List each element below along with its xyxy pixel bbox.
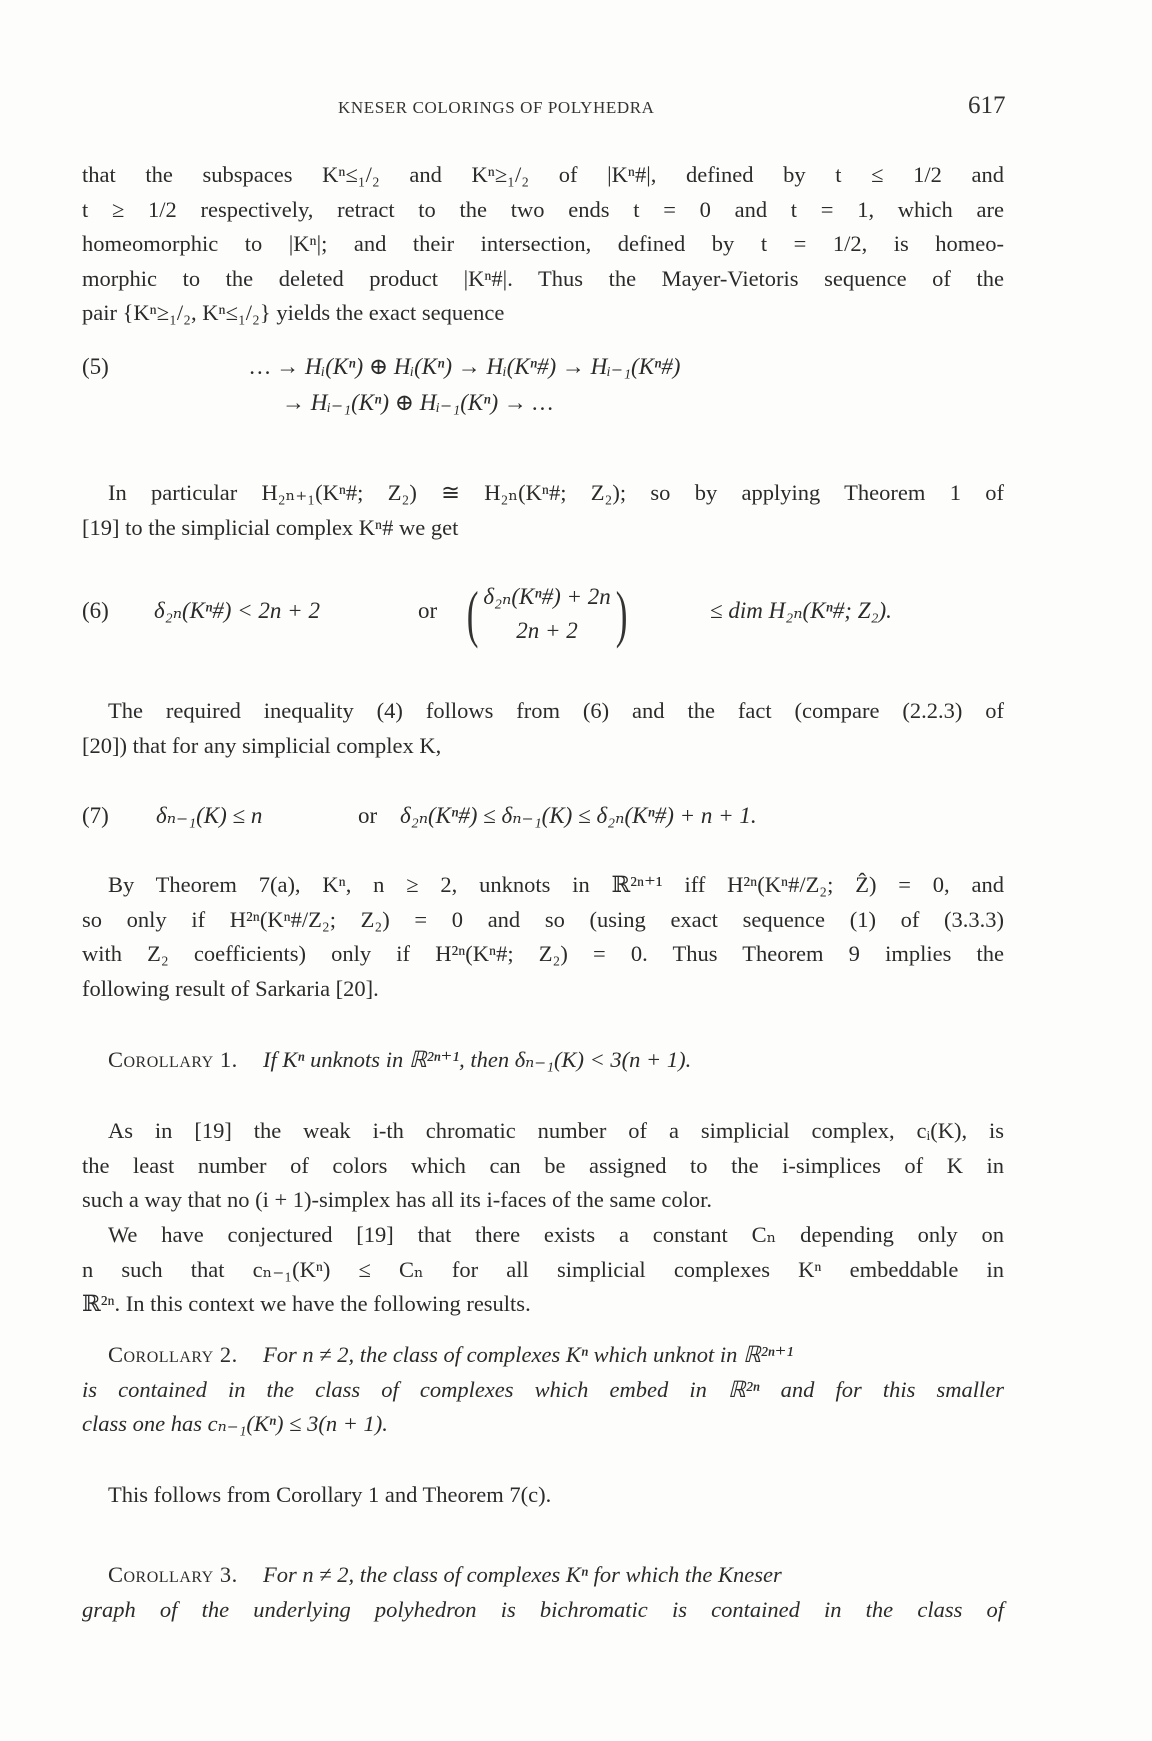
corollary-1 [82, 1043, 1004, 1078]
text-line: morphic to the deleted product |Kⁿ#|. Thus the Mayer-Vietoris sequence of the [82, 265, 1004, 291]
text-line: n such that cₙ₋₁(Kⁿ) ≤ Cₙ for all simplicial complexes Kⁿ embeddable in [82, 1256, 1004, 1282]
equation-left: δₙ₋₁(K) ≤ n [156, 803, 263, 828]
corollary-statement-line: For n ≠ 2, the class of complexes Kⁿ for which the Kneser [262, 1562, 782, 1587]
corollary-statement-line: graph of the underlying polyhedron is bichromatic is contained in the class of [82, 1596, 1004, 1622]
text-line: As in [19] the weak i-th chromatic number of a simplicial complex, cᵢ(K), is [108, 1118, 1004, 1143]
text-line: [20]) that for any simplicial complex K, [82, 732, 442, 758]
text-line: so only if H²ⁿ(Kⁿ#/Z₂; Z₂) = 0 and so (using exact sequence (1) of (3.3.3) [82, 906, 1004, 932]
text-line: By Theorem 7(a), Kⁿ, n ≥ 2, unknots in ℝ²ⁿ⁺¹ iff H²ⁿ(Kⁿ#/Z₂; Ẑ) = 0, and [108, 872, 1004, 897]
text-line: [19] to the simplicial complex Kⁿ# we get [82, 514, 459, 540]
corollary-2 [82, 1338, 1004, 1442]
equation-connector: or [418, 598, 438, 623]
equation-right: ≤ dim H₂ₙ(Kⁿ#; Z₂). [710, 598, 892, 623]
equation-6 [82, 580, 1004, 660]
corollary-label: Corollary 3. [108, 1562, 238, 1587]
text-line: This follows from Corollary 1 and Theorem 7(c). [108, 1482, 552, 1507]
text-line: t ≥ 1/2 respectively, retract to the two ends t = 0 and t = 1, which are [82, 196, 1004, 222]
left-paren: ( [466, 578, 479, 649]
text-line: ℝ²ⁿ. In this context we have the following results. [82, 1291, 531, 1316]
paragraph-subspaces [82, 158, 1004, 331]
equation-line: → Hᵢ₋₁(Kⁿ) ⊕ Hᵢ₋₁(Kⁿ) → … [282, 390, 554, 415]
corollary-statement-line: class one has cₙ₋₁(Kⁿ) ≤ 3(n + 1). [82, 1411, 388, 1436]
text-line: In particular H₂ₙ₊₁(Kⁿ#; Z₂) ≅ H₂ₙ(Kⁿ#; Z₂); so by applying Theorem 1 of [108, 480, 1004, 505]
binomial-bottom: 2n + 2 [516, 618, 578, 643]
running-header [0, 92, 1152, 126]
text-line: the least number of colors which can be assigned to the i-simplices of K in [82, 1152, 1004, 1178]
paragraph-in-particular [82, 476, 1004, 545]
text-line: homeomorphic to |Kⁿ|; and their intersection, defined by t = 1/2, is homeo- [82, 231, 1004, 256]
paragraph-weak-chromatic-number [82, 1114, 1004, 1218]
equation-left: δ₂ₙ(Kⁿ#) < 2n + 2 [154, 598, 320, 623]
equation-connector: or [358, 803, 378, 828]
equation-line: … → Hᵢ(Kⁿ) ⊕ Hᵢ(Kⁿ) → Hᵢ(Kⁿ#) → Hᵢ₋₁(Kⁿ#) [250, 354, 681, 379]
running-title: KNESER COLORINGS OF POLYHEDRA [338, 98, 655, 117]
paragraph-this-follows [82, 1478, 1004, 1513]
paragraph-required-inequality [82, 694, 1004, 763]
text-line: pair {Kⁿ≥₁/₂, Kⁿ≤₁/₂} yields the exact sequence [82, 300, 505, 325]
corollary-statement-line: For n ≠ 2, the class of complexes Kⁿ which unknot in ℝ²ⁿ⁺¹ [262, 1342, 794, 1367]
corollary-statement-line: is contained in the class of complexes which embed in ℝ²ⁿ and for this smaller [82, 1376, 1004, 1402]
equation-tag: (5) [82, 354, 109, 379]
text-line: such a way that no (i + 1)-simplex has all its i-faces of the same color. [82, 1187, 713, 1212]
equation-tag: (7) [82, 803, 109, 828]
binomial-coefficient [462, 580, 632, 648]
text-line: following result of Sarkaria [20]. [82, 975, 379, 1001]
corollary-3 [82, 1558, 1004, 1627]
text-line: We have conjectured [19] that there exists a constant Cₙ depending only on [108, 1222, 1004, 1247]
equation-5 [82, 354, 1004, 434]
corollary-label: Corollary 1. [108, 1047, 238, 1072]
text-line: The required inequality (4) follows from (6) and the fact (compare (2.2.3) of [108, 698, 1004, 723]
text-line: that the subspaces Kⁿ≤₁/₂ and Kⁿ≥₁/₂ of |Kⁿ#|, defined by t ≤ 1/2 and [82, 162, 1004, 187]
binomial-top: δ₂ₙ(Kⁿ#) + 2n [483, 584, 611, 609]
corollary-statement: If Kⁿ unknots in ℝ²ⁿ⁺¹, then δₙ₋₁(K) < 3(n + 1). [262, 1047, 692, 1072]
right-paren: ) [615, 578, 628, 649]
equation-7 [82, 803, 1004, 843]
page-number: 617 [968, 92, 1006, 119]
equation-right: δ₂ₙ(Kⁿ#) ≤ δₙ₋₁(K) ≤ δ₂ₙ(Kⁿ#) + n + 1. [400, 803, 757, 828]
paragraph-by-theorem-7a [82, 868, 1004, 1006]
paragraph-conjecture [82, 1218, 1004, 1322]
corollary-label: Corollary 2. [108, 1342, 238, 1367]
text-line: with Z₂ coefficients) only if H²ⁿ(Kⁿ#; Z₂) = 0. Thus Theorem 9 implies the [82, 941, 1004, 966]
equation-tag: (6) [82, 598, 109, 623]
